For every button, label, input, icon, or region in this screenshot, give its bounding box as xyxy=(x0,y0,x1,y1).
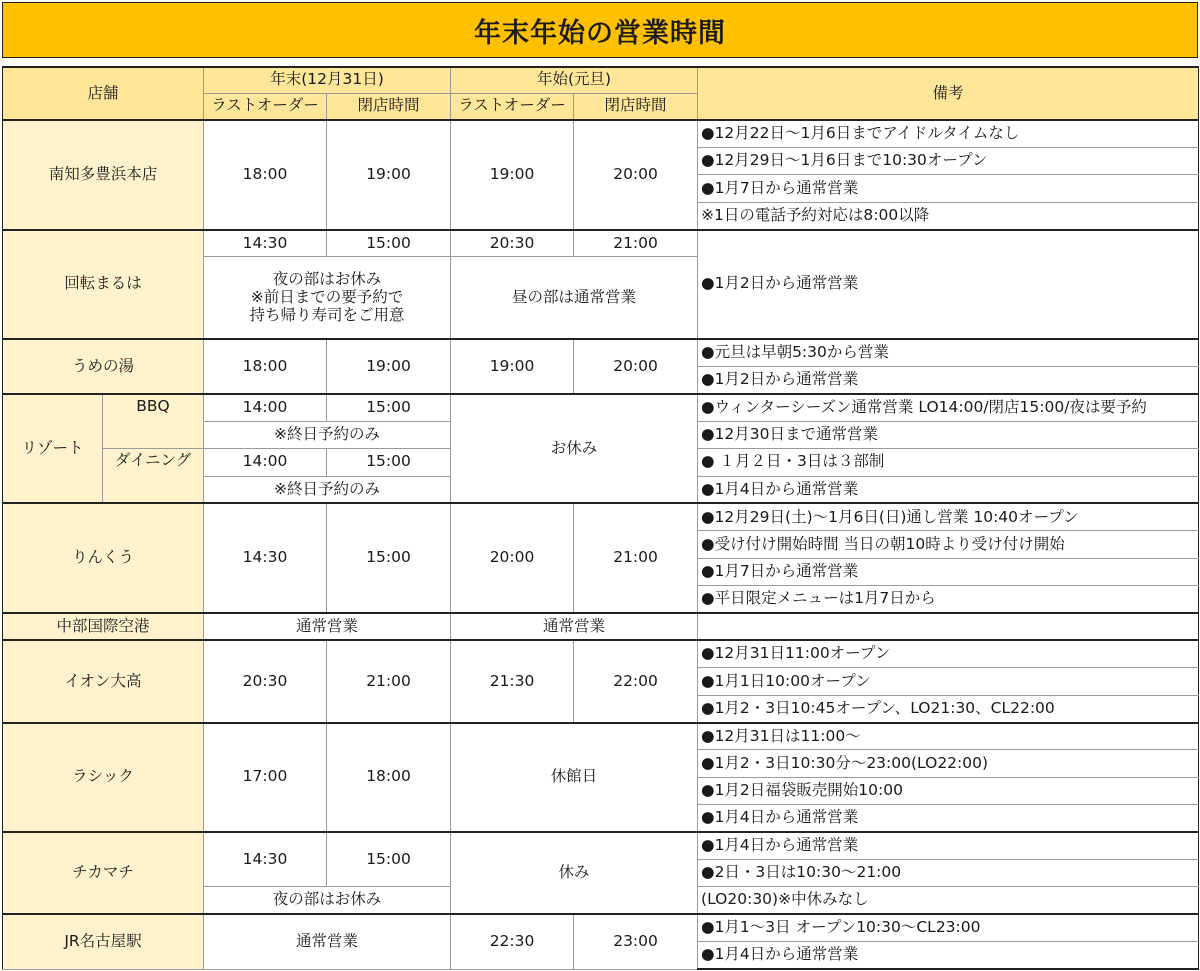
year-end-last-order: 18:00 xyxy=(204,339,327,394)
year-end-last-order: 17:00 xyxy=(204,723,327,833)
note-line: ※1日の電話予約対応は8:00以降 xyxy=(698,202,1199,229)
year-end-message: ※終日予約のみ xyxy=(204,421,451,448)
new-year-closing: 22:00 xyxy=(574,640,698,722)
header-closing: 閉店時間 xyxy=(574,93,698,120)
store-name: JR名古屋駅 xyxy=(3,914,204,969)
note-line: ●1月2日から通常営業 xyxy=(698,230,1199,340)
new-year-message: 休み xyxy=(451,832,698,914)
note-line: ●1月4日から通常営業 xyxy=(698,805,1199,832)
page-title: 年末年始の営業時間 xyxy=(2,2,1198,58)
store-name: イオン大高 xyxy=(3,640,204,722)
new-year-closing: 21:00 xyxy=(574,230,698,257)
store-name: りんくう xyxy=(3,503,204,613)
store-name: 中部国際空港 xyxy=(3,613,204,640)
year-end-last-order: 18:00 xyxy=(204,120,327,230)
note-line: ●1月2日から通常営業 xyxy=(698,367,1199,394)
note-line: ●12月29日～1月6日まで10:30オープン xyxy=(698,147,1199,174)
year-end-closing: 15:00 xyxy=(327,394,451,421)
year-end-last-order: 14:30 xyxy=(204,832,327,887)
store-name: 回転まるは xyxy=(3,230,204,340)
note-line: ●12月31日11:00オープン xyxy=(698,640,1199,667)
header-closing: 閉店時間 xyxy=(327,93,451,120)
new-year-last-order: 19:00 xyxy=(451,120,574,230)
year-end-closing: 15:00 xyxy=(327,832,451,887)
year-end-message: 通常営業 xyxy=(204,914,451,969)
note-line: ●1月2・3日10:45オープン、LO21:30、CL22:00 xyxy=(698,695,1199,722)
new-year-message: お休み xyxy=(451,394,698,504)
note-line: ●12月29日(土)～1月6日(日)通し営業 10:40オープン xyxy=(698,503,1199,530)
new-year-message: 昼の部は通常営業 xyxy=(451,257,698,339)
new-year-last-order: 19:00 xyxy=(451,339,574,394)
new-year-last-order: 20:30 xyxy=(451,230,574,257)
year-end-last-order: 14:00 xyxy=(204,394,327,421)
note-line: ●1月4日から通常営業 xyxy=(698,832,1199,859)
year-end-closing: 15:00 xyxy=(327,449,451,476)
new-year-message: 休館日 xyxy=(451,723,698,833)
sub-store-name: BBQ xyxy=(103,394,204,449)
note-line: ●12月31日は11:00～ xyxy=(698,723,1199,750)
year-end-closing: 15:00 xyxy=(327,503,451,613)
year-end-closing: 18:00 xyxy=(327,723,451,833)
note-line: ●1月2日福袋販売開始10:00 xyxy=(698,777,1199,804)
sub-store-name: ダイニング xyxy=(103,449,204,504)
note-line: ●2日・3日は10:30～21:00 xyxy=(698,860,1199,887)
header-last-order: ラストオーダー xyxy=(204,93,327,120)
new-year-closing: 21:00 xyxy=(574,503,698,613)
year-end-last-order: 14:30 xyxy=(204,230,327,257)
note-line: ●ウィンターシーズン通常営業 LO14:00/閉店15:00/夜は要予約 xyxy=(698,394,1199,421)
new-year-last-order: 21:30 xyxy=(451,640,574,722)
note-line: ●1月4日から通常営業 xyxy=(698,476,1199,503)
year-end-last-order: 14:00 xyxy=(204,449,327,476)
year-end-message xyxy=(204,257,451,339)
note-line: ●1月7日から通常営業 xyxy=(698,175,1199,202)
year-end-last-order: 14:30 xyxy=(204,503,327,613)
store-name: リゾート xyxy=(3,394,103,504)
message-line: 夜の部はお休み xyxy=(272,270,382,289)
header-year-end: 年末(12月31日) xyxy=(204,67,451,93)
store-name: うめの湯 xyxy=(3,339,204,394)
header-store: 店舗 xyxy=(3,67,204,120)
message-line: 持ち帰り寿司をご用意 xyxy=(249,305,405,324)
year-end-message: 通常営業 xyxy=(204,613,451,640)
note-line: ●元旦は早朝5:30から営業 xyxy=(698,339,1199,366)
note-line: ●平日限定メニューは1月7日から xyxy=(698,586,1199,613)
new-year-closing: 20:00 xyxy=(574,339,698,394)
year-end-closing: 19:00 xyxy=(327,120,451,230)
note-line: ●受け付け開始時間 当日の朝10時より受け付け開始 xyxy=(698,531,1199,558)
store-name: 南知多豊浜本店 xyxy=(3,120,204,230)
year-end-message: 夜の部はお休み xyxy=(204,887,451,914)
note-line: (LO20:30)※中休みなし xyxy=(698,887,1199,914)
note-line: ●1月1～3日 オープン10:30～CL23:00 xyxy=(698,914,1199,941)
new-year-last-order: 22:30 xyxy=(451,914,574,969)
new-year-message: 通常営業 xyxy=(451,613,698,640)
header-new-year: 年始(元旦) xyxy=(451,67,698,93)
business-hours-table xyxy=(2,66,1199,970)
year-end-closing: 21:00 xyxy=(327,640,451,722)
note-line: ●1月2・3日10:30分～23:00(LO22:00) xyxy=(698,750,1199,777)
new-year-last-order: 20:00 xyxy=(451,503,574,613)
new-year-closing: 23:00 xyxy=(574,914,698,969)
header-last-order: ラストオーダー xyxy=(451,93,574,120)
note-line: ●1月4日から通常営業 xyxy=(698,942,1199,969)
year-end-closing: 19:00 xyxy=(327,339,451,394)
year-end-closing: 15:00 xyxy=(327,230,451,257)
note-line: ●1月1日10:00オープン xyxy=(698,668,1199,695)
note-empty xyxy=(698,613,1199,640)
note-line: ●1月7日から通常営業 xyxy=(698,558,1199,585)
year-end-message: ※終日予約のみ xyxy=(204,476,451,503)
message-line: ※前日までの要予約で xyxy=(250,287,404,306)
header-notes: 備考 xyxy=(698,67,1199,120)
store-name: ラシック xyxy=(3,723,204,833)
note-line: ●12月22日～1月6日までアイドルタイムなし xyxy=(698,120,1199,147)
new-year-closing: 20:00 xyxy=(574,120,698,230)
store-name: チカマチ xyxy=(3,832,204,914)
note-line: ●12月30日まで通常営業 xyxy=(698,421,1199,448)
note-line: ● １月２日・3日は３部制 xyxy=(698,449,1199,476)
year-end-last-order: 20:30 xyxy=(204,640,327,722)
